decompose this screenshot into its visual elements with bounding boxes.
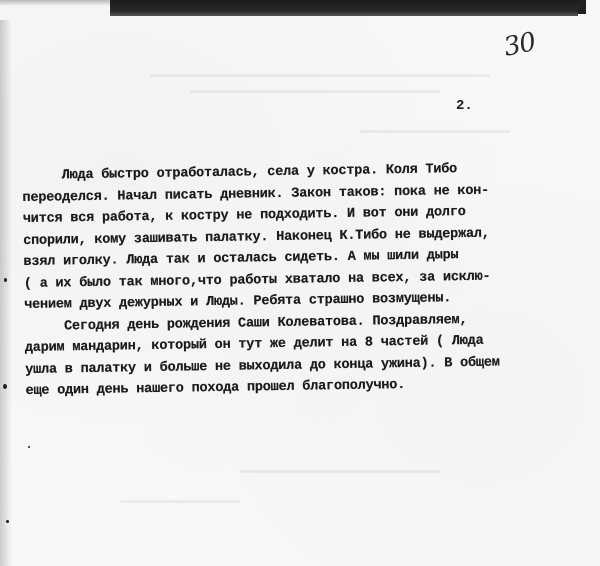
text-line: Сегодня день рождения Саши Колеватова. Поздравляем,: [24, 312, 468, 335]
bleed-through-mark: [120, 500, 240, 503]
scan-speck: [6, 520, 9, 523]
scan-speck: [4, 278, 7, 282]
scan-corner-mark: [578, 0, 586, 14]
text-line: дарим мандарин, который он тут же делит на 8 частей ( Люда: [24, 333, 484, 356]
bleed-through-mark: [240, 470, 440, 473]
text-line: ушла в палатку и больше не выходила до конца ужина). В общем: [25, 355, 500, 378]
scan-speck: [3, 384, 7, 389]
text-line: чится вся работа, к костру не подходить. И вот они долго: [22, 205, 466, 227]
bleed-through-mark: [150, 74, 490, 77]
text-line: Люда быстро отработалась, села у костра. Коля Тибо: [22, 162, 458, 184]
typewritten-body: [22, 158, 546, 403]
text-line: ( а их было так много,что работы хватало на всех, за исклю-: [23, 269, 491, 292]
scan-speck: [28, 446, 30, 448]
text-line: взял иголку. Люда так и осталась сидеть. А мы шили дыры: [23, 248, 459, 270]
text-line: спорили, кому зашивать палатку. Наконец К.Тибо не выдержал,: [23, 226, 490, 249]
text-line: переоделся. Начал писать дневник. Закон таков: пока не кон-: [22, 183, 490, 206]
text-line: еще один день нашего похода прошел благополучно.: [25, 378, 406, 399]
scan-shadow-top-left: [0, 0, 110, 6]
bleed-through-mark: [360, 130, 510, 133]
handwritten-page-mark: 30: [501, 27, 538, 63]
bleed-through-mark: [190, 90, 440, 93]
scan-left-edge: [0, 20, 12, 566]
page-number: 2.: [456, 98, 473, 114]
text-line: чением двух дежурных и Люды. Ребята страшно возмущены.: [24, 291, 452, 313]
scan-dark-band: [110, 0, 578, 16]
